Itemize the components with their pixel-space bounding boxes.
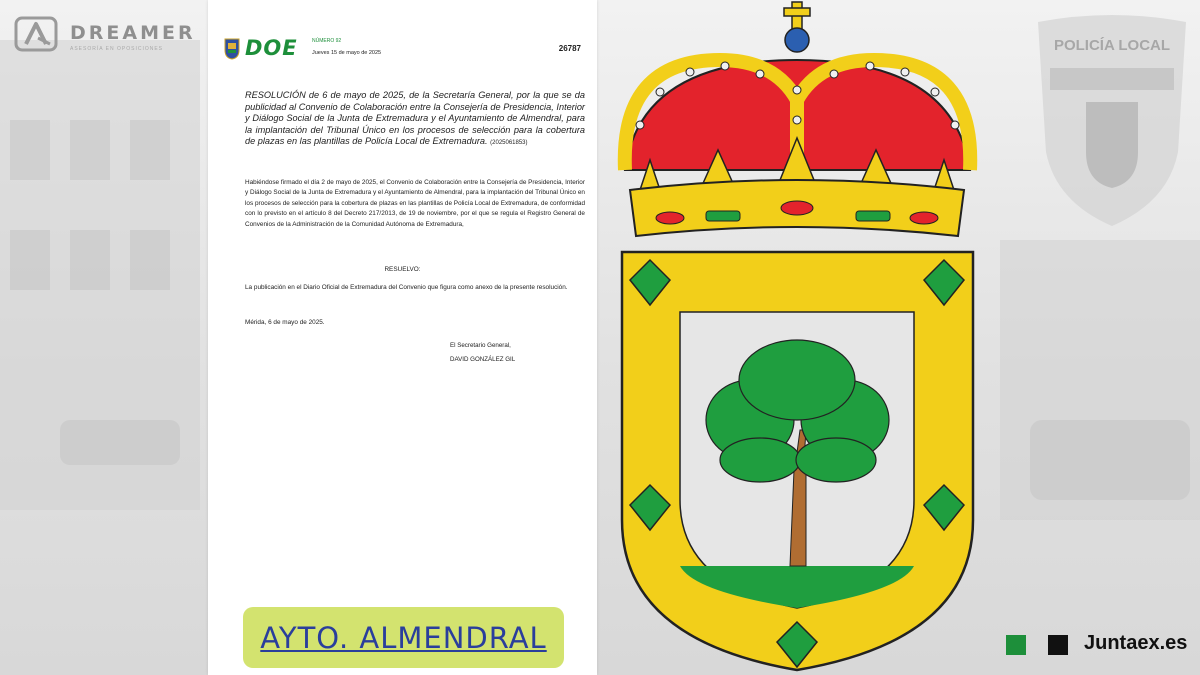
brand-tagline: ASESORÍA EN OPOSICIONES xyxy=(70,46,164,52)
resolution-title xyxy=(245,90,585,150)
coat-of-arms-icon xyxy=(600,0,1000,675)
brand-name: DREAMER xyxy=(70,22,196,44)
resolution-code: (2025061853) xyxy=(490,140,528,147)
green-square-icon xyxy=(1006,635,1026,655)
page-number: 26787 xyxy=(558,44,581,53)
resuelvo-heading: RESUELVO: xyxy=(384,266,421,273)
issue-date: Jueves 15 de mayo de 2025 xyxy=(312,50,382,56)
resolution-title-text: RESOLUCIÓN de 6 de mayo de 2025, de la Secretaría General, por la que se da publicidad al Convenio de Colaboración entre la Consejería de Presidencia, Interior y Diálogo Social de la Junta de Extremadura y el Ayuntamiento de Almendral, para la implantación del Tribunal Único en los procesos de selección para la cobertura de plazas en las plantillas de Policía Local de Extremadura. xyxy=(245,90,585,147)
dreamer-logo-icon xyxy=(14,14,62,54)
issue-number: NÚMERO 92 xyxy=(312,38,342,44)
dreamer-brand xyxy=(14,14,210,56)
extremadura-shield-icon xyxy=(224,38,240,60)
police-badge-text: POLICÍA LOCAL xyxy=(1053,37,1171,54)
signer-name: DAVID GONZÁLEZ GIL xyxy=(450,356,516,363)
juntaex-footer xyxy=(1006,632,1196,658)
ayto-almendral-banner xyxy=(243,607,564,668)
signer-role: El Secretario General, xyxy=(450,342,511,349)
doe-document-page xyxy=(208,0,597,675)
place-date: Mérida, 6 de mayo de 2025. xyxy=(245,319,325,326)
journal-logo: DOE xyxy=(245,36,298,60)
police-badge-icon xyxy=(1028,12,1196,230)
ayto-almendral-label: AYTO. ALMENDRAL xyxy=(260,620,547,655)
black-square-icon xyxy=(1048,635,1068,655)
paragraph-1: Habiéndose firmado el día 2 de mayo de 2025, el Convenio de Colaboración entre la Consejería de Presidencia, Interior y Diálogo Social de la Junta de Extremadura y el Ayuntamiento de Almendral, para la implantación del Tribunal Único en los procesos de selección para la cobertura de plazas en las plantillas de Policía Local de Extremadura, de conformidad con lo previsto en el artículo 8 del Decreto 217/2013, de 19 de noviembre, por el que se regula el Registro General de Convenios de la Administración de la Comunidad Autónoma de Extremadura, xyxy=(245,179,585,228)
juntaex-site: Juntaex.es xyxy=(1084,632,1188,654)
paragraph-2: La publicación en el Diario Oficial de Extremadura del Convenio que figura como anexo de la presente resolución. xyxy=(245,284,568,291)
